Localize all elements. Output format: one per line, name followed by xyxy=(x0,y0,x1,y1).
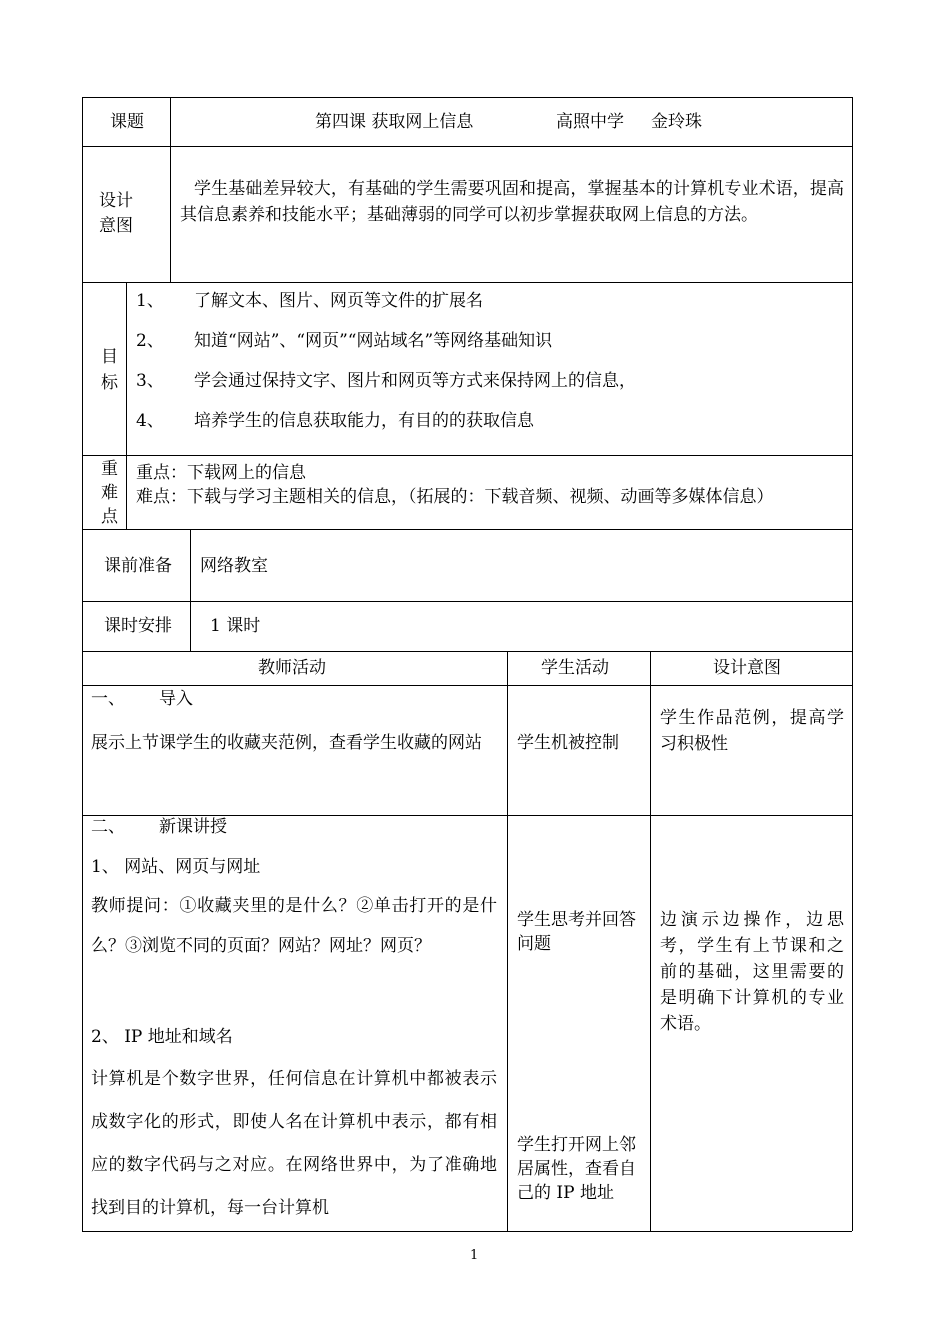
preparation-value: 网络教室 xyxy=(200,556,268,576)
topic-title: 第四课 获取网上信息 xyxy=(315,112,474,132)
section2-student-activity-1: 学生思考并回答问题 xyxy=(517,910,636,954)
section2-text: 计算机是个数字世界，任何信息在计算机中都被表示成数字化的形式，即使人名在计算机中表示，都有相应的数字代码与之对应。在网络世界中，为了准确地找到目的计算机，每一台计算机 xyxy=(91,1069,497,1218)
key-points-label: 重难点 xyxy=(101,459,118,527)
section2-question: 教师提问：①收藏夹里的是什么？②单击打开的是什么？③浏览不同的页面？网站？网址？网页？ xyxy=(91,896,497,956)
section2-sub1: 1、 网站、网页与网址 xyxy=(91,857,261,877)
key-point-text: 重点：下载网上的信息 xyxy=(136,463,306,483)
schedule-value: 1 课时 xyxy=(210,616,261,636)
section2-heading: 新课讲授 xyxy=(159,817,227,837)
objective-text: 了解文本、图片、网页等文件的扩展名 xyxy=(194,291,483,311)
school-name: 高照中学 xyxy=(556,112,624,132)
schedule-label: 课时安排 xyxy=(104,616,172,636)
difficult-point-text: 难点：下载与学习主题相关的信息，（拓展的：下载音频、视频、动画等多媒体信息） xyxy=(136,487,774,507)
design-intent-label: 设计意图 xyxy=(99,191,133,236)
preparation-label: 课前准备 xyxy=(104,556,172,576)
teacher-name: 金玲珠 xyxy=(651,112,702,132)
objectives-label: 目标 xyxy=(101,347,118,393)
section1-heading: 导入 xyxy=(159,689,193,709)
objective-num: 3、 xyxy=(136,371,164,391)
section1-intent: 学生作品范例，提高学习积极性 xyxy=(660,708,844,754)
objective-text: 培养学生的信息获取能力，有目的的获取信息 xyxy=(194,411,534,431)
objective-num: 4、 xyxy=(136,411,164,431)
section1-text: 展示上节课学生的收藏夹范例，查看学生收藏的网站 xyxy=(91,733,482,753)
teacher-activity-header: 教师活动 xyxy=(258,658,326,678)
intent-header: 设计意图 xyxy=(713,658,781,678)
section2-sub2: 2、 IP 地址和域名 xyxy=(91,1027,233,1047)
student-activity-header: 学生活动 xyxy=(541,658,609,678)
section2-intent: 边演示边操作，边思考，学生有上节课和之前的基础，这里需要的是明确下计算机的专业术语。 xyxy=(660,910,844,1034)
section2-student-activity-2: 学生打开网上邻居属性，查看自己的 IP 地址 xyxy=(517,1135,636,1203)
section1-heading-num: 一、 xyxy=(91,689,125,709)
objective-num: 2、 xyxy=(136,331,164,351)
section2-heading-num: 二、 xyxy=(91,817,125,837)
objective-text: 知道“网站”、“网页”“网站域名”等网络基础知识 xyxy=(194,331,553,351)
objective-num: 1、 xyxy=(136,291,164,311)
topic-label: 课题 xyxy=(110,112,144,132)
objective-text: 学会通过保持文字、图片和网页等方式来保持网上的信息， xyxy=(194,371,636,391)
page-number: 1 xyxy=(470,1248,479,1263)
design-intent-text: 学生基础差异较大，有基础的学生需要巩固和提高，掌握基本的计算机专业术语，提高其信息素养和技能水平；基础薄弱的同学可以初步掌握获取网上信息的方法。 xyxy=(180,179,844,225)
section1-student-activity: 学生机被控制 xyxy=(517,733,619,753)
